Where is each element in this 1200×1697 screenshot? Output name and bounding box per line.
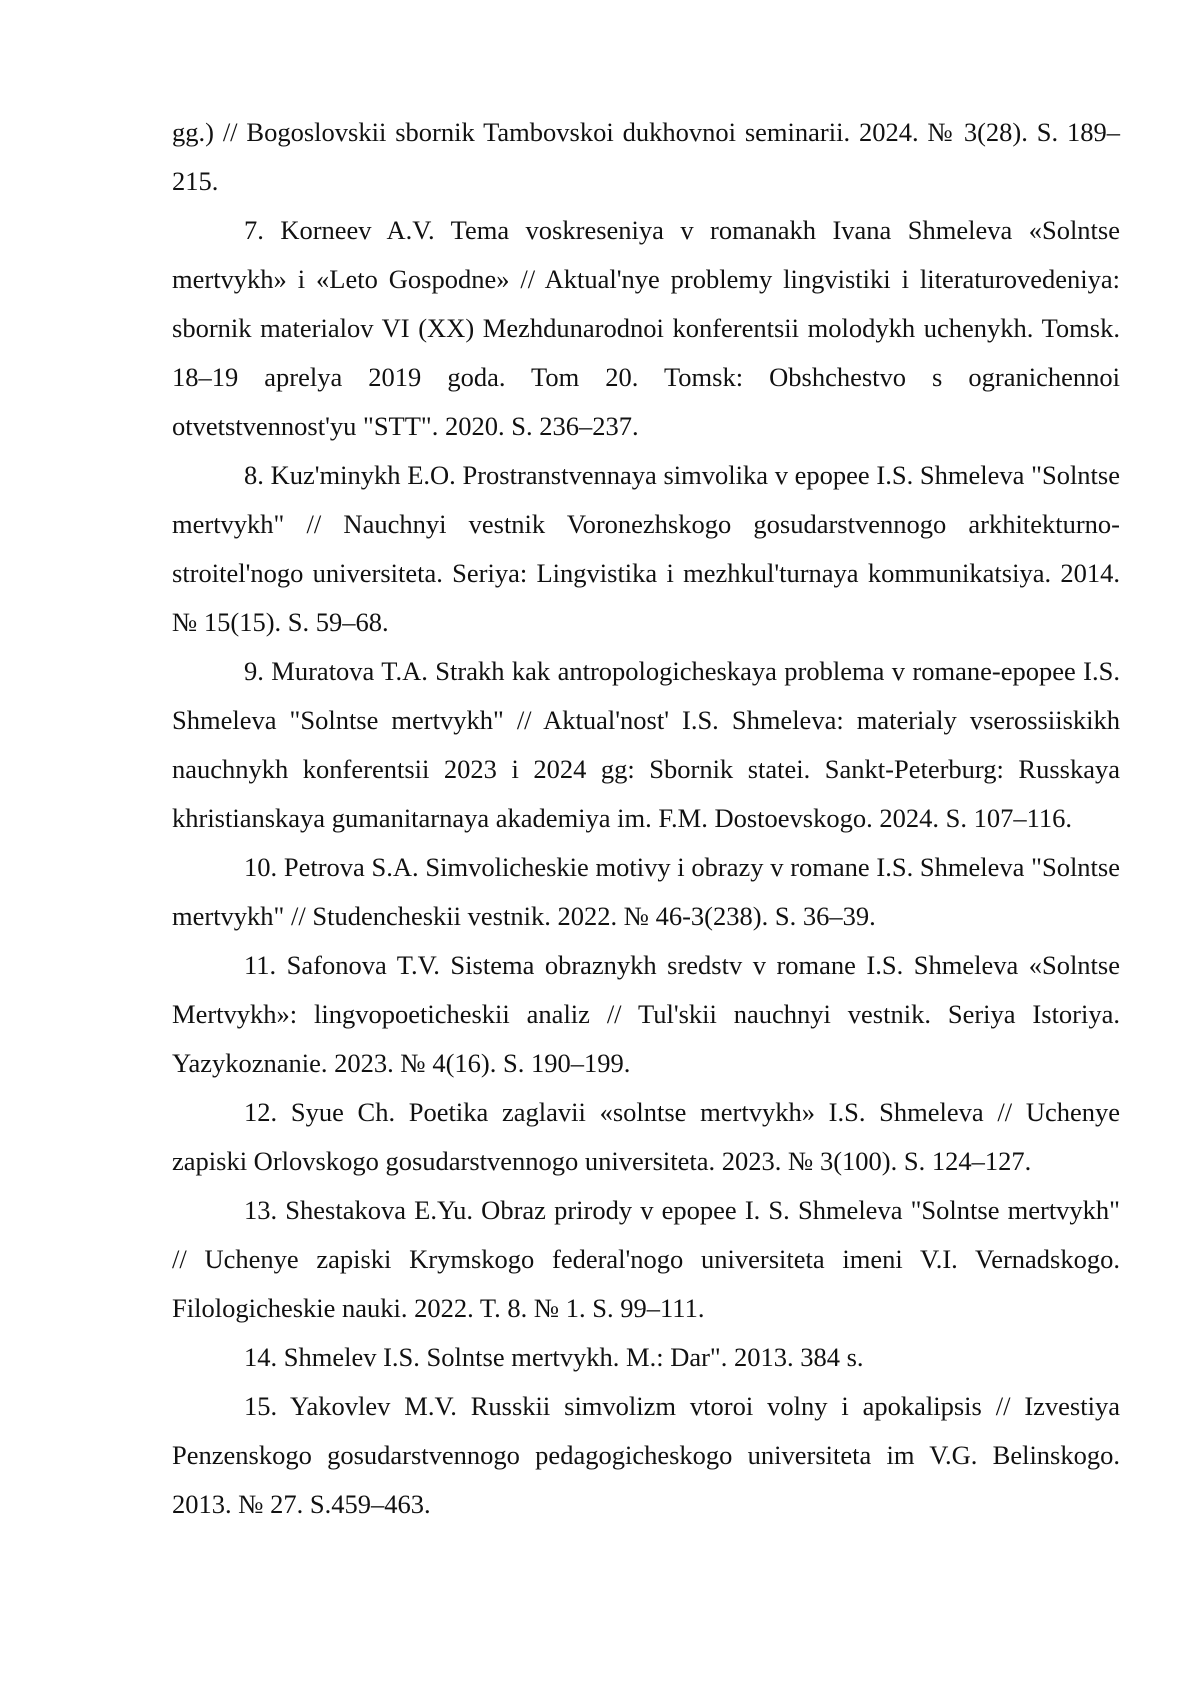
reference-item-10: 10. Petrova S.A. Simvolicheskie motivy i obrazy v romane I.S. Shmeleva "Solntse mertvykh" // Studencheskii vestnik. 2022. № 46-3(238). S. 36–39. <box>172 852 1120 931</box>
reference-list <box>172 108 1120 1529</box>
reference-item-11: 11. Safonova T.V. Sistema obraznykh sredstv v romane I.S. Shmeleva «Solntse Mertvykh»: lingvopoeticheskii analiz // Tul'skii nauchnyi vestnik. Seriya Istoriya. Yazykoznanie. 2023. № 4(16). S. 190–199. <box>172 950 1120 1078</box>
reference-item-8: 8. Kuz'minykh E.O. Prostranstvennaya simvolika v epopee I.S. Shmeleva "Solntse mertvykh" // Nauchnyi vestnik Voronezhskogo gosudarstvennogo arkhitekturno-stroitel'nogo universiteta. Seriya: Lingvistika i mezhkul'turnaya kommunikatsiya. 2014. № 15(15). S. 59–68. <box>172 460 1120 637</box>
reference-item-continued: gg.) // Bogoslovskii sbornik Tambovskoi dukhovnoi seminarii. 2024. № 3(28). S. 189–215. <box>172 117 1120 196</box>
reference-item-15: 15. Yakovlev M.V. Russkii simvolizm vtoroi volny i apokalipsis // Izvestiya Penzenskogo gosudarstvennogo pedagogicheskogo universiteta im V.G. Belinskogo. 2013. № 27. S.459–463. <box>172 1391 1120 1519</box>
reference-item-7: 7. Korneev A.V. Tema voskreseniya v romanakh Ivana Shmeleva «Solntse mertvykh» i «Leto Gospodne» // Aktual'nye problemy lingvistiki i literaturovedeniya: sbornik materialov VI (XX) Mezhdunarodnoi konferentsii molodykh uchenykh. Tomsk. 18–19 aprelya 2019 goda. Tom 20. Tomsk: Obshchestvo s ogranichennoi otvetstvennost'yu "STT". 2020. S. 236–237. <box>172 215 1120 441</box>
reference-item-12: 12. Syue Ch. Poetika zaglavii «solntse mertvykh» I.S. Shmeleva // Uchenye zapiski Orlovskogo gosudarstvennogo universiteta. 2023. № 3(100). S. 124–127. <box>172 1097 1120 1176</box>
reference-item-13: 13. Shestakova E.Yu. Obraz prirody v epopee I. S. Shmeleva "Solntse mertvykh" // Uchenye zapiski Krymskogo federal'nogo universiteta imeni V.I. Vernadskogo. Filologicheskie nauki. 2022. T. 8. № 1. S. 99–111. <box>172 1195 1120 1323</box>
reference-item-9: 9. Muratova T.A. Strakh kak antropologicheskaya problema v romane-epopee I.S. Shmeleva "Solntse mertvykh" // Aktual'nost' I.S. Shmeleva: materialy vserossiiskikh nauchnykh konferentsii 2023 i 2024 gg: Sbornik statei. Sankt-Peterburg: Russkaya khristianskaya gumanitarnaya akademiya im. F.M. Dostoevskogo. 2024. S. 107–116. <box>172 656 1120 833</box>
reference-item-14: 14. Shmelev I.S. Solntse mertvykh. M.: Dar". 2013. 384 s. <box>244 1342 864 1372</box>
